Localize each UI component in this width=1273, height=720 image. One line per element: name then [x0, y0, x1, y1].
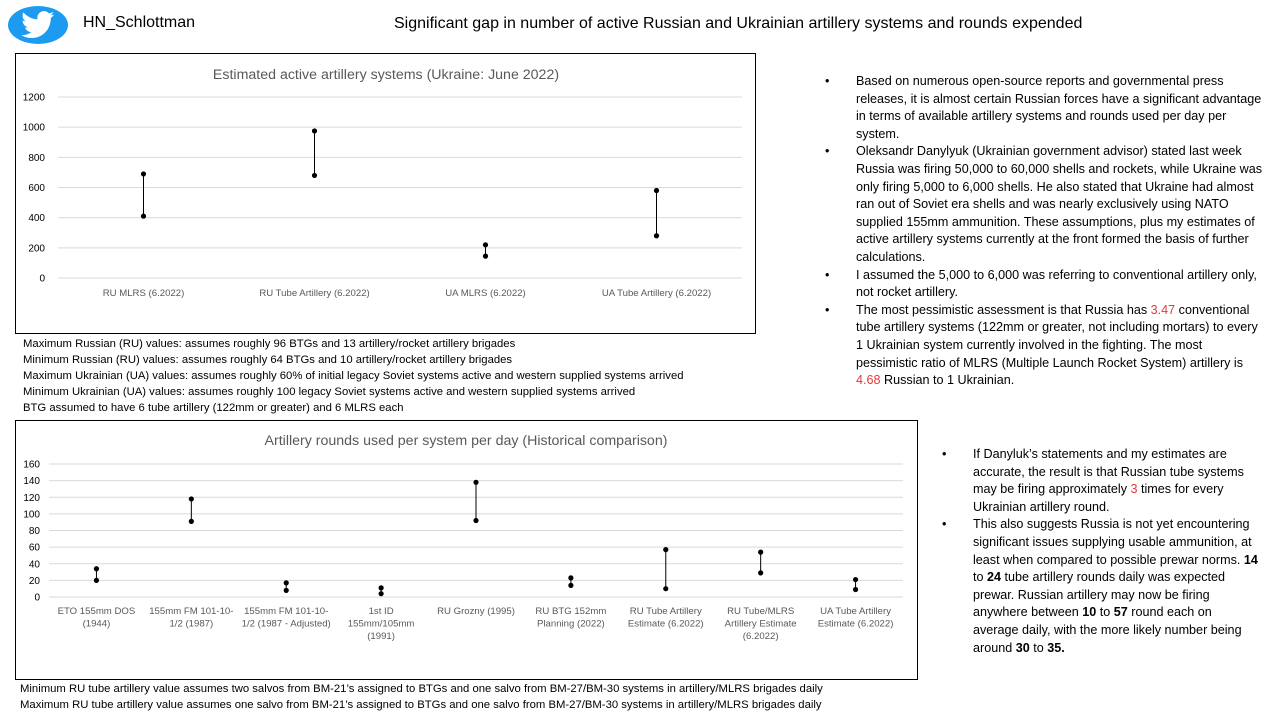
chart-active-systems	[15, 53, 756, 334]
min-point	[379, 591, 384, 596]
x-tick-label: RU Tube/MLRS	[727, 606, 795, 617]
min-point	[654, 233, 659, 238]
y-tick-label: 160	[23, 459, 40, 471]
y-tick-label: 1000	[22, 122, 45, 134]
x-tick-label: 155mm FM 101-10-	[244, 606, 329, 617]
analysis-bullets	[825, 73, 1263, 390]
y-tick-label: 120	[23, 492, 40, 504]
bullet-item: • I assumed the 5,000 to 6,000 was referring to conventional artillery only, not rocket artillery.	[825, 267, 1263, 302]
bullet-item: • Based on numerous open-source reports and governmental press releases, it is almost certain Russian forces have a significant advantage in terms of available artillery systems and rounds used per day per system.	[825, 73, 1263, 143]
min-point	[284, 588, 289, 593]
y-tick-label: 1200	[22, 92, 45, 104]
x-tick-label: RU Grozny (1995)	[437, 606, 515, 617]
min-point	[473, 518, 478, 523]
note-line: BTG assumed to have 6 tube artillery (122mm or greater) and 6 MLRS each	[23, 402, 404, 414]
y-tick-label: 200	[28, 243, 45, 255]
y-tick-label: 140	[23, 476, 40, 488]
note-line: Minimum RU tube artillery value assumes two salvos from BM-21’s assigned to BTGs and one salvo from BM-27/BM-30 systems in artillery/MLRS brigades daily	[20, 683, 823, 695]
max-point	[663, 547, 668, 552]
x-tick-label: (1944)	[82, 618, 111, 630]
chart-rounds-per-day-svg	[16, 421, 917, 679]
x-tick-label: Artillery Estimate	[724, 618, 797, 630]
max-point	[654, 188, 659, 193]
min-point	[853, 587, 858, 592]
max-point	[568, 575, 573, 580]
min-point	[141, 214, 146, 219]
y-tick-label: 600	[28, 183, 45, 194]
bullet-item: • The most pessimistic assessment is that Russia has 3.47 conventional tube artillery systems (122mm or greater, not including mortars) to every 1 Ukrainian system currently involved in the fighting. The most pessimistic ratio of MLRS (Multiple Launch Rocket System) artillery is 4.68 Russian to 1 Ukrainian.	[825, 302, 1263, 390]
chart-rounds-per-day	[15, 420, 918, 680]
x-tick-label: Planning (2022)	[537, 618, 605, 630]
max-point	[141, 171, 146, 176]
max-point	[189, 496, 194, 501]
min-point	[663, 586, 668, 591]
bullet-item: • This also suggests Russia is not yet encountering significant issues supplying usable ammunition, at least when compared to possible prewar norms. 14 to 24 tube artillery rounds daily was expected prewar. Russian artillery may now be firing anywhere between 10 to 57 round each on average daily, with the more likely number being around 30 to 35.	[942, 516, 1260, 657]
max-point	[94, 566, 99, 571]
note-line: Minimum Ukrainian (UA) values: assumes roughly 100 legacy Soviet systems active and western supplied systems arrived	[23, 386, 636, 398]
y-tick-label: 100	[23, 509, 40, 521]
x-tick-label: 155mm/105mm	[347, 618, 415, 630]
x-tick-label: RU Tube Artillery (6.2022)	[259, 288, 370, 299]
chart-active-systems-svg	[16, 54, 755, 333]
x-tick-label: UA Tube Artillery (6.2022)	[601, 288, 712, 299]
y-tick-label: 60	[28, 542, 40, 554]
x-tick-label: RU Tube Artillery	[629, 606, 702, 617]
x-tick-label: 155mm FM 101-10-	[149, 606, 234, 617]
author-handle: HN_Schlottman	[83, 14, 196, 31]
y-tick-label: 0	[34, 592, 40, 604]
y-tick-label: 80	[28, 526, 40, 537]
x-tick-label: RU BTG 152mm	[535, 606, 607, 617]
salvo-notes	[20, 681, 823, 713]
note-line: Maximum RU tube artillery value assumes one salvo from BM-21’s assigned to BTGs and one salvo from BM-27/BM-30 systems in artillery/MLRS brigades daily	[20, 699, 822, 711]
x-tick-label: (6.2022)	[742, 631, 779, 642]
x-tick-label: (1991)	[367, 631, 395, 642]
max-point	[853, 577, 858, 582]
x-tick-label: Estimate (6.2022)	[817, 618, 894, 630]
bullet-item: • If Danyluk’s statements and my estimates are accurate, the result is that Russian tube systems may be firing approximately 3 times for every Ukrainian artillery round.	[942, 446, 1260, 516]
max-point	[473, 480, 478, 485]
x-tick-label: RU MLRS (6.2022)	[102, 288, 185, 299]
ratio-mlrs: 4.68	[856, 373, 881, 388]
ratio-tube: 3.47	[1150, 302, 1176, 317]
min-point	[189, 519, 194, 524]
y-tick-label: 20	[28, 575, 40, 587]
max-point	[758, 550, 763, 555]
max-point	[379, 585, 384, 590]
fire-ratio: 3	[1130, 482, 1138, 497]
x-tick-label: 1/2 (1987)	[169, 618, 214, 630]
y-tick-label: 40	[28, 559, 40, 571]
x-tick-label: 1/2 (1987 - Adjusted)	[241, 618, 331, 630]
x-tick-label: Estimate (6.2022)	[627, 618, 704, 630]
x-tick-label: ETO 155mm DOS	[57, 606, 136, 617]
y-tick-label: 800	[28, 152, 45, 164]
max-point	[284, 580, 289, 585]
chart-title: Estimated active artillery systems (Ukraine: June 2022)	[212, 67, 560, 83]
min-point	[94, 578, 99, 583]
bullet-item: • Oleksandr Danylyuk (Ukrainian government advisor) stated last week Russia was firing 50,000 to 60,000 shells and rockets, while Ukraine was only firing 5,000 to 6,000 shells. He also stated that Ukraine had almost ran out of Soviet era shells and was nearly exclusively using NATO supplied 155mm ammunition. These assumptions, plus my estimates of active artillery systems currently at the front formed the basis of further calculations.	[825, 143, 1263, 266]
chart-title: Artillery rounds used per system per day (Historical comparison)	[264, 433, 668, 449]
min-point	[312, 173, 317, 178]
x-tick-label: UA Tube Artillery	[820, 606, 892, 617]
x-tick-label: UA MLRS (6.2022)	[445, 288, 526, 299]
min-point	[758, 570, 763, 575]
min-point	[568, 583, 573, 588]
note-line: Maximum Russian (RU) values: assumes roughly 96 BTGs and 13 artillery/rocket artillery brigades	[23, 338, 516, 350]
x-tick-label: 1st ID	[368, 606, 394, 617]
note-line: Minimum Russian (RU) values: assumes roughly 64 BTGs and 10 artillery/rocket artillery brigades	[23, 354, 513, 366]
min-point	[483, 254, 488, 259]
max-point	[483, 242, 488, 247]
assumption-notes	[23, 336, 684, 416]
max-point	[312, 128, 317, 133]
bird-icon	[21, 11, 55, 39]
y-tick-label: 0	[39, 273, 45, 285]
note-line: Maximum Ukrainian (UA) values: assumes roughly 60% of initial legacy Soviet systems active and western supplied systems arrived	[23, 370, 684, 382]
conclusion-bullets	[942, 446, 1260, 657]
twitter-logo-icon	[8, 6, 68, 44]
page-title: Significant gap in number of active Russian and Ukrainian artillery systems and rounds expended	[394, 15, 1083, 32]
y-tick-label: 400	[28, 213, 45, 225]
